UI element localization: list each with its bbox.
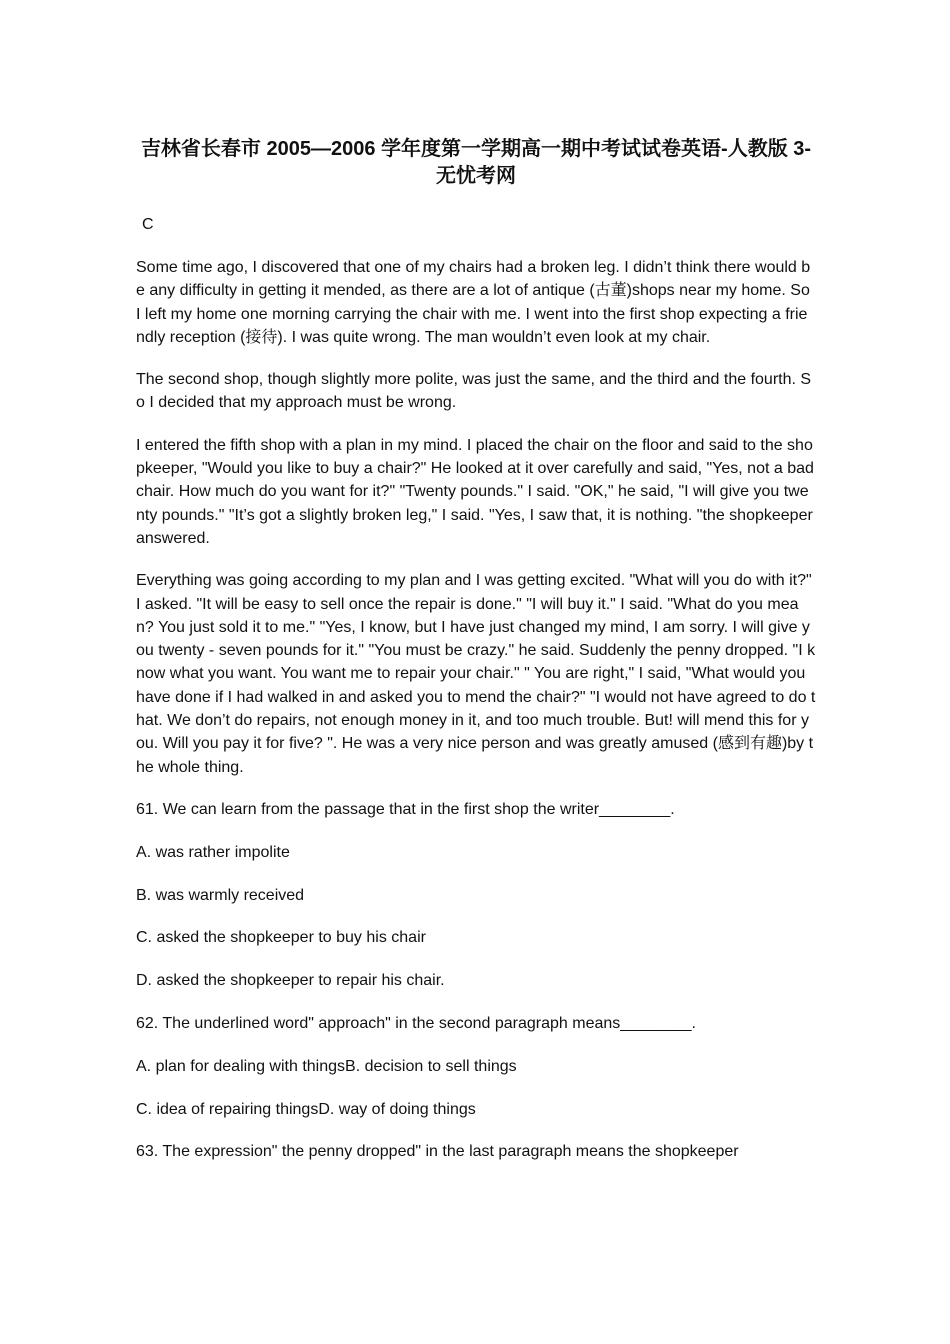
paragraph-3: I entered the fifth shop with a plan in my mind. I placed the chair on the floor and said to the shopkeeper, "Would you like to buy a chair?" He looked at it over carefully and said, "Yes, not a bad chair. How much do you want for it?" "Twenty pounds." I said. "OK," he said, "I will give you twenty pounds." "It’s got a slightly broken leg," I said. "Yes, I saw that, it is nothing. "the shopkeeper answered.	[136, 436, 814, 547]
document-body	[136, 256, 816, 1183]
paragraph-2: The second shop, though slightly more polite, was just the same, and the third and the fourth. So I decided that my approach must be wrong.	[136, 371, 812, 412]
paragraph-4: Everything was going according to my plan and I was getting excited. "What will you do with it?" I asked. "It will be easy to sell once the repair is done." "I will buy it." I said. "What do you mean? You just sold it to me." "Yes, I know, but I have just changed my mind, I am sorry. I will give you twenty - seven pounds for it." "You must be crazy." he said. Suddenly the penny dropped. "I know what you want. You want me to repair your chair." " You are right," I said, "What would you have done if I had walked in and asked you to mend the chair?" "I would not have agreed to do that. We don’t do repairs, not enough money in it, and too much trouble. But! will mend this for you. Will you pay it for five? ". He was a very nice person and was greatly amused (感到有趣)by the whole thing.	[136, 572, 816, 776]
paragraph-1: Some time ago, I discovered that one of my chairs had a broken leg. I didn’t think there would be any difficulty in getting it mended, as there are a lot of antique (古董)shops near my home. So I left my home one morning carrying the chair with me. I went into the first shop expecting a friendly reception (接待). I was quite wrong. The man wouldn’t even look at my chair.	[136, 259, 811, 346]
section-label: C	[142, 216, 154, 233]
question-61-option-b: B. was warmly received	[136, 886, 305, 904]
question-61-option-a: A. was rather impolite	[136, 843, 290, 861]
question-61-option-c: C. asked the shopkeeper to buy his chair	[136, 929, 426, 947]
question-62-options-cd: C. idea of repairing thingsD. way of doing things	[136, 1100, 476, 1118]
question-62: 62. The underlined word" approach" in the second paragraph means________.	[136, 1014, 696, 1032]
question-61-option-d: D. asked the shopkeeper to repair his chair.	[136, 972, 445, 990]
question-62-options-ab: A. plan for dealing with thingsB. decision to sell things	[136, 1057, 517, 1075]
question-61: 61. We can learn from the passage that in the first shop the writer________.	[136, 800, 675, 818]
document-title: 吉林省长春市 2005—2006 学年度第一学期高一期中考试试卷英语-人教版 3-无忧考网	[140, 138, 812, 187]
question-63: 63. The expression" the penny dropped" in the last paragraph means the shopkeeper	[136, 1143, 739, 1161]
